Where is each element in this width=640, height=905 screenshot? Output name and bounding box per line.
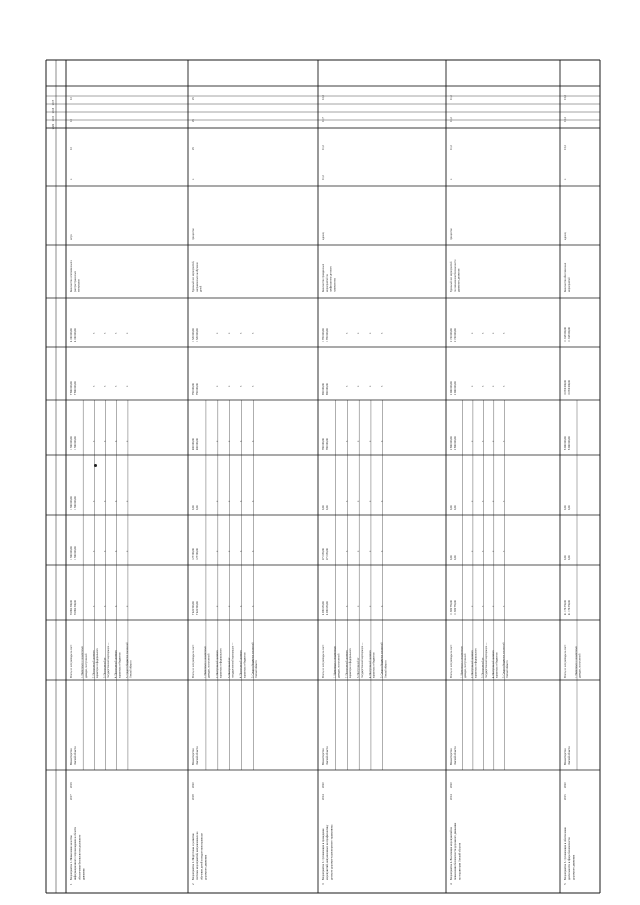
empty-cross: х	[368, 550, 372, 552]
event-text: мероприятий, направленных на профилактику	[326, 824, 330, 880]
value-total: 0,00	[192, 505, 195, 510]
empty-cross: х	[345, 440, 349, 442]
empty-cross: х	[491, 605, 495, 607]
executor-text: Омской области	[454, 746, 458, 765]
value-detail: 400 000,00	[196, 438, 199, 450]
value-detail: 0,00	[196, 505, 199, 510]
table-grid	[46, 60, 600, 893]
value-detail: 127 500,00	[196, 548, 199, 560]
value-total: 4 100 000,00	[70, 328, 73, 342]
source-text: доходов, поступлений	[207, 653, 211, 678]
value-total: 4 030 050,00	[322, 601, 325, 615]
empty-cross: х	[103, 440, 107, 442]
unit-text: единиц	[322, 232, 325, 240]
value-detail: 1 790 000,00	[326, 328, 329, 342]
empty-cross: х	[368, 500, 372, 502]
source-text: Всего, из них расходы за счет:	[322, 644, 325, 678]
target-value: 13,2	[564, 145, 567, 150]
value-detail: 271 050,00	[326, 548, 329, 560]
indicator-text: Количество изготовленных и	[70, 259, 73, 292]
empty-cross: х	[491, 500, 495, 502]
empty-cross: х	[368, 440, 372, 442]
target-value: 11,2	[450, 117, 453, 122]
executor-text: Омской области	[568, 746, 572, 765]
empty-cross: х	[239, 500, 243, 502]
value-total: 8 000 000,00	[564, 436, 567, 450]
source-text: Омской области	[255, 660, 259, 678]
source-text: 3. Поступлений от	[481, 657, 485, 678]
source-text: Омской области	[129, 660, 133, 678]
target-value: 11,2	[322, 175, 325, 180]
source-text: 5. Средств бюджетов поселений	[502, 642, 506, 678]
indicator-text: Удельный вес мероприятий,	[192, 260, 195, 292]
empty-cross: х	[251, 500, 255, 502]
empty-cross: х	[103, 385, 107, 387]
empty-cross: х	[125, 605, 129, 607]
target-value: х	[564, 178, 567, 180]
event-text: Мероприятие 5. Организация и обеспечение	[564, 827, 567, 880]
event-text: движения	[82, 868, 86, 880]
empty-cross: х	[251, 440, 255, 442]
target-value: х	[450, 178, 453, 180]
value-detail: 11 650 750,00	[454, 600, 457, 615]
unit-text: процентов	[192, 228, 195, 240]
source-text: Всего, из них расходы за счет:	[192, 644, 195, 678]
target-value: 13,2	[564, 117, 567, 122]
source-text: 5. Средств бюджетов поселений	[125, 642, 129, 678]
value-total: 11 650 750,00	[450, 600, 453, 615]
target-value: 12	[70, 147, 73, 150]
executor-text: Омской области	[74, 746, 78, 765]
row-number: 2	[191, 883, 195, 885]
value-total: 750 000,00	[192, 383, 195, 395]
empty-cross: х	[227, 440, 231, 442]
empty-cross: х	[357, 440, 361, 442]
empty-cross: х	[125, 500, 129, 502]
empty-cross: х	[227, 550, 231, 552]
empty-cross: х	[92, 440, 96, 442]
source-text: 1. Налоговых и неналоговых	[575, 646, 578, 678]
empty-cross: х	[345, 332, 349, 334]
source-text: Омской области	[384, 660, 388, 678]
target-value: 25	[192, 147, 195, 150]
source-text: характера из бюджетов	[118, 652, 122, 678]
empty-cross: х	[470, 440, 474, 442]
empty-cross: х	[502, 550, 506, 552]
executor-text: Омской области	[326, 746, 330, 765]
target-value: 12	[70, 97, 73, 100]
value-detail: 4 030 050,00	[326, 601, 329, 615]
indicator-text: направленных на обучение	[195, 262, 199, 292]
empty-cross: х	[103, 332, 107, 334]
indicator-text: дорожного движения	[457, 268, 461, 292]
empty-cross: х	[481, 385, 485, 387]
empty-cross: х	[227, 385, 231, 387]
executor-text: Омской области	[196, 746, 200, 765]
empty-cross: х	[357, 500, 361, 502]
empty-cross: х	[114, 332, 118, 334]
source-text: государственной корпорации —	[231, 642, 235, 678]
value-detail: 0,00	[454, 505, 457, 510]
unit-text: процентов	[450, 228, 453, 240]
event-text: Мероприятие 2. Подготовка и развитие	[192, 833, 195, 880]
empty-cross: х	[481, 332, 485, 334]
empty-cross: х	[114, 440, 118, 442]
empty-cross: х	[125, 440, 129, 442]
event-text: дорожного движения	[204, 854, 208, 880]
empty-cross: х	[470, 500, 474, 502]
target-value: 12	[70, 119, 73, 122]
value-detail: 1 500 000,00	[74, 436, 77, 450]
value-detail: 7 800 000,00	[74, 381, 77, 395]
year-start: 2014	[322, 794, 325, 800]
empty-cross: х	[215, 605, 219, 607]
source-text: 4. Поступлений целевого	[491, 650, 495, 678]
empty-cross: х	[215, 385, 219, 387]
value-detail: 0,00	[568, 505, 571, 510]
source-text: 5. Средств бюджетов поселений	[251, 642, 255, 678]
source-text: 2. Поступлений целевого	[345, 650, 349, 678]
empty-cross: х	[470, 385, 474, 387]
row-number: 5	[563, 883, 567, 885]
empty-cross: х	[251, 332, 255, 334]
source-text: характера из федерального	[349, 648, 353, 678]
empty-cross: х	[481, 440, 485, 442]
source-text: государственной корпорации —	[484, 642, 488, 678]
empty-cross: х	[239, 385, 243, 387]
event-text: обеспечения безопасности дорожного	[78, 834, 82, 880]
empty-cross: х	[380, 605, 384, 607]
value-detail: 1 500 000,00	[74, 546, 77, 560]
empty-cross: х	[502, 385, 506, 387]
indicator-text: Удельный вес мероприятий	[450, 261, 453, 292]
executor-text: Министерство	[564, 748, 567, 765]
value-total: 1 320 000,00	[192, 328, 195, 342]
empty-cross: х	[368, 332, 372, 334]
source-text: государственной корпорации —	[360, 642, 364, 678]
event-text: системы мероприятий, направленных на	[196, 831, 200, 880]
source-text: 4. Поступлений целевого	[239, 650, 243, 678]
year-end: 2019	[70, 782, 73, 788]
value-total: 271 050,00	[322, 548, 325, 560]
value-detail: 74 862 300,00	[74, 600, 77, 615]
value-total: 74 862 300,00	[70, 600, 73, 615]
empty-cross: х	[380, 550, 384, 552]
source-text: 2. Поступлений целевого	[470, 650, 474, 678]
empty-cross: х	[251, 605, 255, 607]
source-text: Всего, из них расходы за счет:	[564, 644, 567, 678]
value-total: 2 000 000,00	[450, 381, 453, 395]
source-text: Омской области	[505, 660, 509, 678]
empty-cross: х	[380, 440, 384, 442]
target-value: 11,7	[322, 117, 325, 122]
header-year-3: 2020	[52, 124, 55, 130]
indicator-text: по повышению безопасности	[453, 259, 457, 292]
executor-text: Министерство	[192, 748, 195, 765]
source-text: Всего, из них расходы за счет:	[450, 644, 453, 678]
empty-cross: х	[215, 440, 219, 442]
event-text: Мероприятие 1. Повышение качества	[70, 835, 73, 880]
indicator-text: профилактике детского	[329, 266, 333, 292]
value-total: 650 000,00	[322, 383, 325, 395]
value-total: 400 000,00	[192, 438, 195, 450]
executor-text: Министерство	[450, 748, 453, 765]
empty-cross: х	[92, 332, 96, 334]
value-total: 1 500 000,00	[70, 436, 73, 450]
value-total: 0,00	[450, 555, 453, 560]
source-text: характера из федерального	[219, 648, 223, 678]
source-text: 5. Средств бюджетов поселений	[380, 642, 384, 678]
value-detail: 0,00	[454, 555, 457, 560]
indicator-text: детей	[199, 285, 203, 292]
table-content	[52, 95, 582, 885]
unit-text: единиц	[564, 232, 567, 240]
empty-cross: х	[357, 605, 361, 607]
source-text: доходов, поступлений	[464, 653, 468, 678]
empty-cross: х	[114, 605, 118, 607]
empty-cross: х	[215, 550, 219, 552]
value-total: 10 990 000,00	[564, 380, 567, 395]
source-text: характера из федерального	[474, 648, 478, 678]
source-text: 4. Поступлений целевого	[368, 650, 372, 678]
event-text: обучение детей и подростков правилам	[200, 833, 204, 880]
target-value: 11,2	[450, 95, 453, 100]
value-total: 1 500 000,00	[70, 546, 73, 560]
empty-cross: х	[239, 605, 243, 607]
source-text: доходов, поступлений	[578, 653, 582, 678]
value-total: 2 150 000,00	[450, 328, 453, 342]
empty-cross: х	[368, 385, 372, 387]
value-detail: 700 000,00	[326, 438, 329, 450]
empty-cross: х	[114, 385, 118, 387]
empty-cross: х	[251, 550, 255, 552]
value-total: 0,00	[564, 555, 567, 560]
value-total: 7 800 000,00	[70, 381, 73, 395]
source-text: 3. Поступлений от	[357, 657, 361, 678]
empty-cross: х	[502, 332, 506, 334]
empty-cross: х	[103, 550, 107, 552]
target-value: х	[192, 178, 195, 180]
value-detail: 7 424 500,00	[196, 601, 199, 615]
source-text: Всего, из них расходы за счет:	[70, 644, 73, 678]
empty-cross: х	[114, 500, 118, 502]
empty-cross: х	[239, 332, 243, 334]
target-value: 25	[192, 97, 195, 100]
source-text: 1. Налоговых и неналоговых	[460, 646, 464, 678]
source-text: доходов, поступлений	[84, 653, 88, 678]
empty-cross: х	[239, 440, 243, 442]
empty-cross: х	[227, 332, 231, 334]
empty-cross: х	[125, 550, 129, 552]
source-text: характера из федерального	[95, 648, 99, 678]
source-text: 1. Налоговых и неналоговых	[81, 646, 85, 678]
empty-cross: х	[345, 550, 349, 552]
empty-cross: х	[215, 500, 219, 502]
source-text: 3. Поступлений от	[103, 657, 107, 678]
empty-cross: х	[345, 385, 349, 387]
value-detail: 41 170 350,00	[568, 600, 571, 615]
empty-cross: х	[92, 605, 96, 607]
empty-cross: х	[92, 385, 96, 387]
executor-text: Министерство	[322, 748, 325, 765]
empty-cross: х	[368, 605, 372, 607]
year-end: 2020	[564, 782, 567, 788]
empty-cross: х	[380, 385, 384, 387]
value-total: 1 790 000,00	[322, 328, 325, 342]
value-total: 2 800 000,00	[450, 436, 453, 450]
empty-cross: х	[239, 550, 243, 552]
year-start: 2014	[450, 794, 453, 800]
indicator-text: мероприятий	[567, 277, 571, 292]
value-total: 1 500 000,00	[70, 496, 73, 510]
event-text: повышению безопасности дорожного движения	[454, 822, 458, 880]
indicator-text: распространенных	[73, 271, 77, 292]
target-value: 11,2	[450, 145, 453, 150]
row-number: 1	[69, 883, 73, 885]
event-text: Мероприятие 3. Организация и проведение	[322, 828, 325, 880]
empty-cross: х	[502, 605, 506, 607]
empty-cross: х	[215, 332, 219, 334]
year-start: 2018	[192, 794, 195, 800]
value-total: 127 500,00	[192, 548, 195, 560]
source-text: характера из бюджетов	[495, 652, 499, 678]
year-end: 2020	[192, 782, 195, 788]
executor-text: Министерство	[70, 748, 73, 765]
empty-cross: х	[502, 500, 506, 502]
empty-cross: х	[114, 550, 118, 552]
target-value: 25	[192, 119, 195, 122]
year-end: 2020	[322, 782, 325, 788]
empty-cross: х	[357, 550, 361, 552]
value-total: 7 424 500,00	[192, 601, 195, 615]
empty-cross: х	[470, 550, 474, 552]
year-start: 2017	[70, 794, 73, 800]
source-text: 1. Налоговых и неналоговых	[203, 646, 207, 678]
empty-cross: х	[227, 605, 231, 607]
indicator-text: материалов	[77, 279, 81, 292]
year-start: 2015	[564, 794, 567, 800]
empty-cross: х	[470, 605, 474, 607]
target-value: 12,2	[322, 95, 325, 100]
source-text: 4. Поступлений целевого	[114, 650, 118, 678]
event-text: дорожного движения	[572, 854, 576, 880]
source-text: доходов, поступлений	[337, 653, 341, 678]
empty-cross: х	[380, 332, 384, 334]
header-year-0: 2017	[52, 100, 55, 106]
value-detail: 0,00	[568, 555, 571, 560]
source-text: характера из бюджетов	[243, 652, 247, 678]
empty-cross: х	[481, 550, 485, 552]
empty-cross: х	[380, 500, 384, 502]
source-text: 2. Поступлений целевого	[215, 650, 219, 678]
row-number: 3	[321, 883, 325, 885]
empty-cross: х	[92, 500, 96, 502]
value-total: 700 000,00	[322, 438, 325, 450]
empty-cross: х	[357, 332, 361, 334]
indicator-text: травматизма	[333, 278, 337, 292]
source-text: 3. Поступлений от	[227, 657, 231, 678]
value-detail: 10 990 000,00	[568, 380, 571, 395]
value-total: 0,00	[322, 505, 325, 510]
event-text: деятельности в сфере безопасности	[568, 837, 572, 880]
year-end: 2020	[450, 782, 453, 788]
row-number: 4	[449, 883, 453, 885]
header-year-1: 2018	[52, 108, 55, 114]
value-detail: 1 500 000,00	[74, 496, 77, 510]
unit-text: штук	[70, 234, 73, 240]
empty-cross: х	[125, 385, 129, 387]
value-total: 11 945 000,00	[564, 327, 567, 342]
value-detail: 4 100 000,00	[74, 328, 77, 342]
source-text: 1. Налоговых и неналоговых	[333, 646, 337, 678]
value-detail: 2 000 000,00	[454, 381, 457, 395]
header-year-2: 2019	[52, 116, 55, 122]
event-text: информационного сопровождения в области	[74, 826, 78, 880]
target-value: 11,2	[322, 145, 325, 150]
value-detail: 2 150 000,00	[454, 328, 457, 342]
event-text: детского дорожно-транспортного травматизма	[330, 824, 334, 880]
empty-cross: х	[470, 332, 474, 334]
value-detail: 2 800 000,00	[454, 436, 457, 450]
value-detail: 750 000,00	[196, 383, 199, 395]
empty-cross: х	[502, 440, 506, 442]
empty-cross: х	[345, 500, 349, 502]
value-detail: 1 320 000,00	[196, 328, 199, 342]
empty-cross: х	[357, 385, 361, 387]
indicator-text: мероприятий по	[325, 274, 329, 292]
event-text: на территории Омской области	[458, 842, 462, 880]
empty-cross: х	[491, 550, 495, 552]
value-total: 41 170 350,00	[564, 600, 567, 615]
source-text: 2. Поступлений целевого	[92, 650, 96, 678]
target-value: х	[70, 178, 73, 180]
empty-cross: х	[345, 605, 349, 607]
indicator-text: Количество обеспеченных	[564, 262, 567, 292]
target-value: 13,2	[564, 95, 567, 100]
value-detail: 650 000,00	[326, 383, 329, 395]
empty-cross: х	[103, 605, 107, 607]
empty-cross: х	[481, 500, 485, 502]
speck-mark	[94, 464, 97, 467]
empty-cross: х	[227, 500, 231, 502]
event-text: Мероприятие 4. Реализация мероприятий по	[450, 826, 453, 880]
value-detail: 11 945 000,00	[568, 327, 571, 342]
empty-cross: х	[103, 500, 107, 502]
empty-cross: х	[251, 385, 255, 387]
empty-cross: х	[481, 605, 485, 607]
value-detail: 8 000 000,00	[568, 436, 571, 450]
empty-cross: х	[92, 550, 96, 552]
empty-cross: х	[125, 332, 129, 334]
source-text: характера из бюджетов	[372, 652, 376, 678]
source-text: государственной корпорации —	[107, 642, 111, 678]
empty-cross: х	[491, 385, 495, 387]
empty-cross: х	[491, 440, 495, 442]
value-total: 0,00	[450, 505, 453, 510]
value-total: 0,00	[564, 505, 567, 510]
indicator-text: Количество проведенных	[322, 263, 325, 292]
empty-cross: х	[491, 332, 495, 334]
value-detail: 0,00	[326, 505, 329, 510]
